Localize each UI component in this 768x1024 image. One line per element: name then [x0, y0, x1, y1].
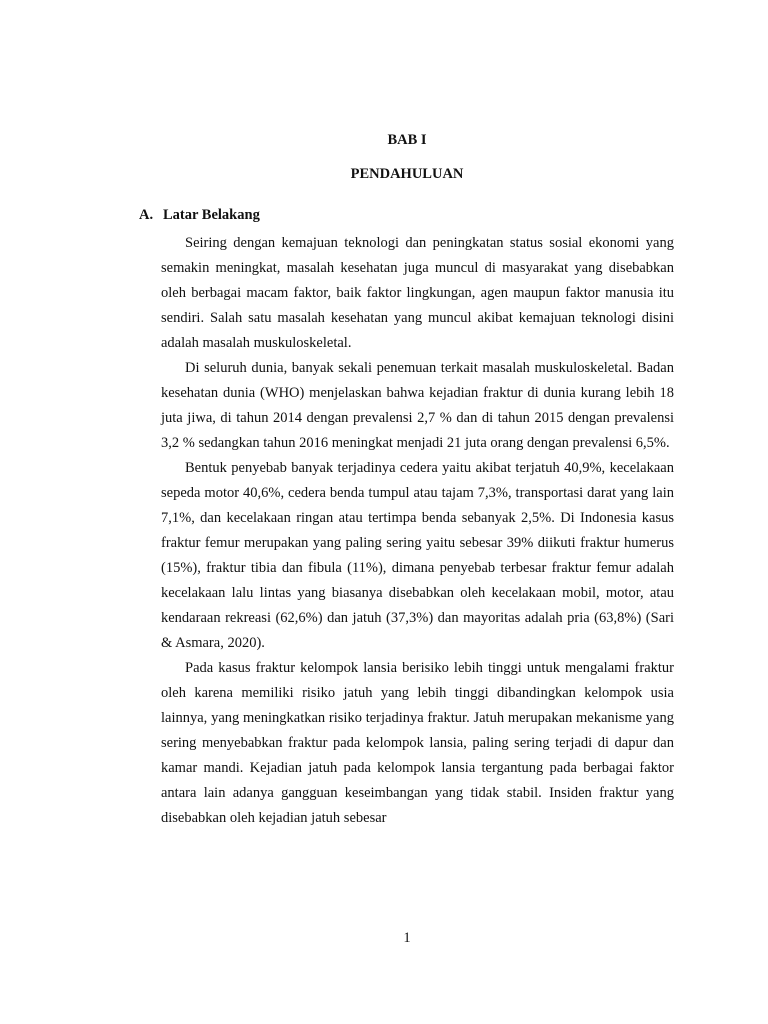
section-letter: A.: [139, 207, 154, 223]
section-title: Latar Belakang: [163, 207, 260, 223]
paragraph: Seiring dengan kemajuan teknologi dan peningkatan status sosial ekonomi yang semakin meningkat, masalah kesehatan juga muncul di masyarakat yang disebabkan oleh berbagai macam faktor, baik faktor lingkungan, agen maupun faktor manusia itu sendiri. Salah satu masalah kesehatan yang muncul akibat kemajuan teknologi disini adalah masalah muskuloskeletal.: [161, 235, 674, 351]
paragraph: Pada kasus fraktur kelompok lansia berisiko lebih tinggi untuk mengalami fraktur oleh karena memiliki risiko jatuh yang lebih tinggi dibandingkan kelompok usia lainnya, yang meningkatkan risiko terjadinya fraktur. Jatuh merupakan mekanisme yang sering menyebabkan fraktur pada kelompok lansia, paling sering terjadi di dapur dan kamar mandi. Kejadian jatuh pada kelompok lansia tergantung pada berbagai faktor antara lain adanya gangguan keseimbangan yang tidak stabil. Insiden fraktur yang disebabkan oleh kejadian jatuh sebesar: [161, 660, 674, 826]
chapter-number: BAB I: [387, 132, 427, 148]
chapter-title: PENDAHULUAN: [350, 166, 464, 182]
body-text: [161, 231, 674, 831]
paragraph: Bentuk penyebab banyak terjadinya cedera yaitu akibat terjatuh 40,9%, kecelakaan sepeda motor 40,6%, cedera benda tumpul atau tajam 7,3%, transportasi darat yang lain 7,1%, dan kecelakaan ringan atau tertimpa benda sebanyak 2,5%. Di Indonesia kasus fraktur femur merupakan yang paling sering yaitu sebesar 39% diikuti fraktur humerus (15%), fraktur tibia dan fibula (11%), dimana penyebab terbesar fraktur femur adalah kecelakaan lalu lintas yang biasanya disebabkan oleh kecelakaan mobil, motor, atau kendaraan rekreasi (62,6%) dan jatuh (37,3%) dan mayoritas adalah pria (63,8%) (Sari & Asmara, 2020).: [161, 460, 674, 651]
page-number: 1: [403, 930, 411, 946]
section-heading: [139, 207, 260, 224]
paragraph: Di seluruh dunia, banyak sekali penemuan terkait masalah muskuloskeletal. Badan kesehatan dunia (WHO) menjelaskan bahwa kejadian fraktur di dunia kurang lebih 18 juta jiwa, di tahun 2014 dengan prevalensi 2,7 % dan di tahun 2015 dengan prevalensi 3,2 % sedangkan tahun 2016 meningkat menjadi 21 juta orang dengan prevalensi 6,5%.: [161, 360, 674, 451]
